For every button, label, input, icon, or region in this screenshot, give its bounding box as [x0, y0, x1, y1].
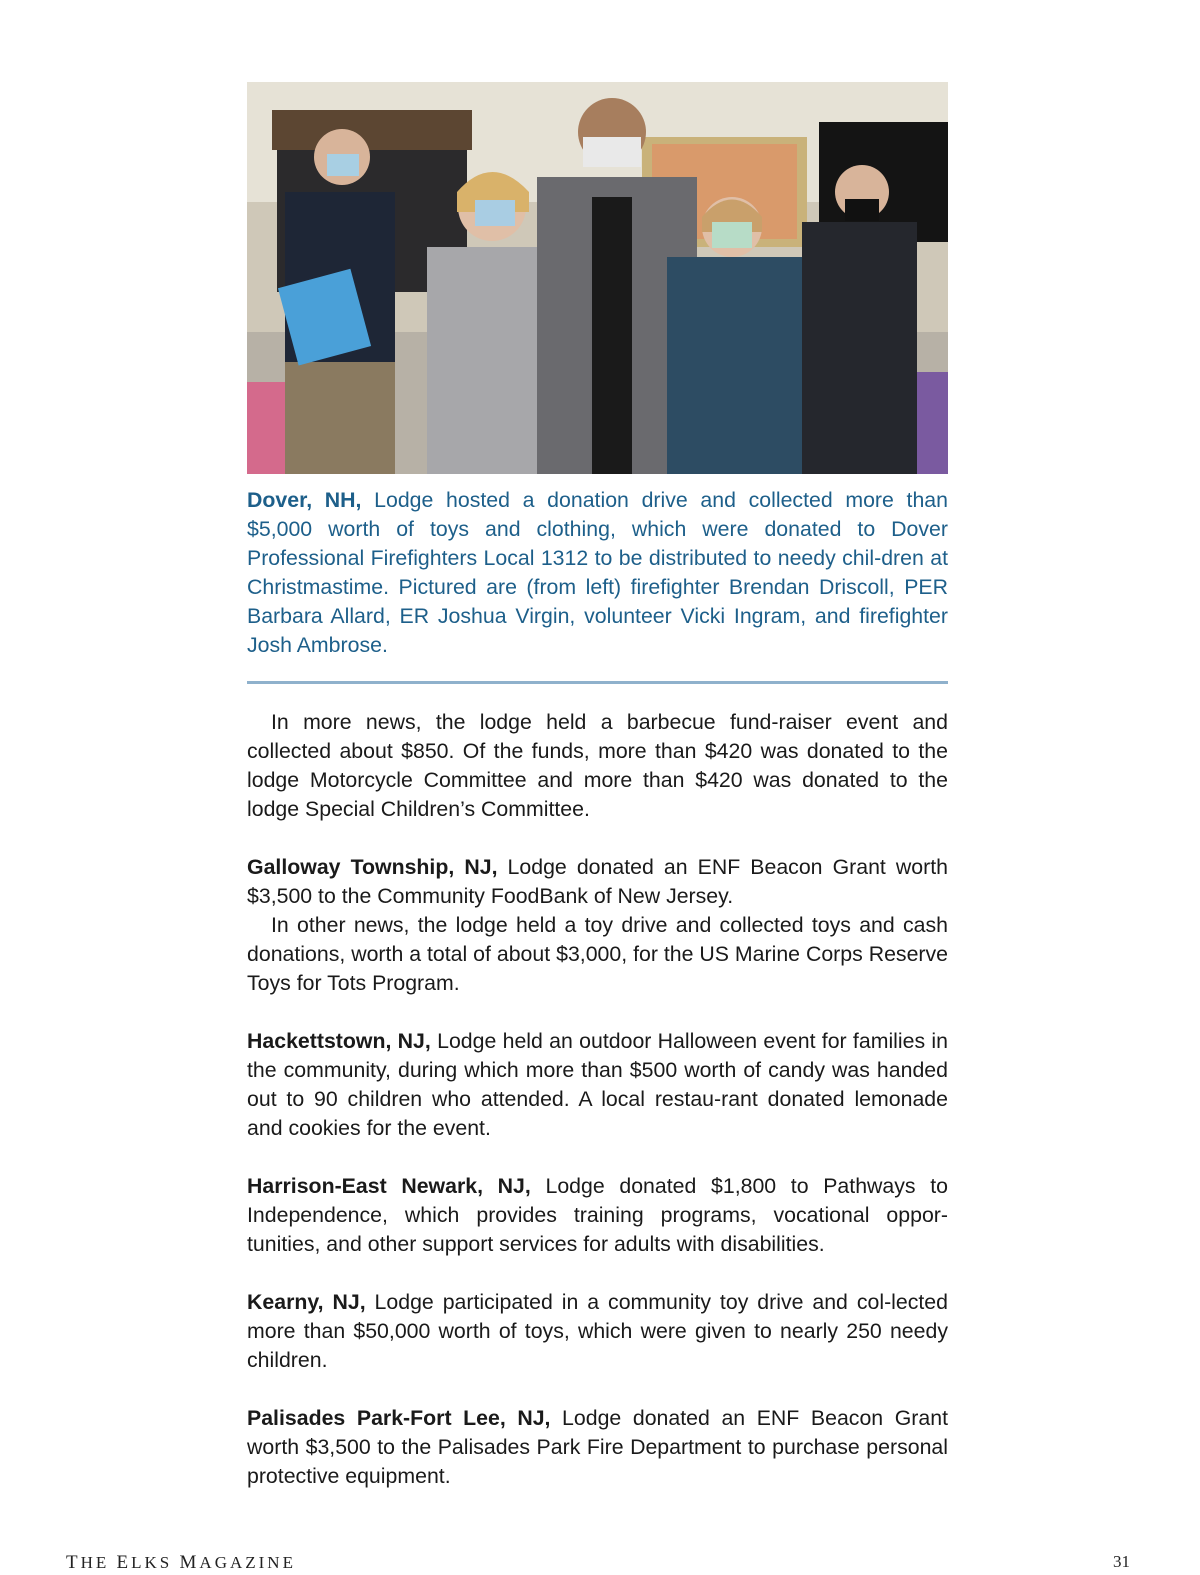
- article-paragraph: [247, 1404, 948, 1491]
- article-lead: Galloway Township, NJ,: [247, 855, 498, 879]
- title-initial: E: [116, 1552, 132, 1573]
- caption-paragraph: [247, 486, 948, 660]
- article-text: Lodge donated an ENF Beacon Grant worth $3,500 to the Community FoodBank of New Jersey.: [247, 855, 948, 908]
- article-text: Lodge donated $1,800 to Pathways to Independence, which provides training programs, vocational oppor-tunities, and other support services for adults with disabilities.: [247, 1174, 948, 1256]
- article-text: Lodge held an outdoor Halloween event for families in the community, during which more than $500 worth of candy was handed out to 90 children who attended. A local restau-rant donated lemonade and cookies for the event.: [247, 1029, 948, 1140]
- title-initial: M: [179, 1552, 200, 1573]
- section-divider: [247, 681, 948, 684]
- page-number: 31: [1113, 1552, 1130, 1571]
- article-text: Lodge participated in a community toy drive and col-lected more than $50,000 worth of toys, which were given to nearly 250 needy children.: [247, 1290, 948, 1372]
- article-paragraph: [247, 1172, 948, 1259]
- article-text: Lodge donated an ENF Beacon Grant worth $3,500 to the Palisades Park Fire Department to purchase personal protective equipment.: [247, 1406, 948, 1488]
- article-paragraph: [247, 1288, 948, 1375]
- title-word: LKS: [131, 1553, 173, 1572]
- group-photo: [247, 82, 948, 474]
- article-body: [247, 708, 948, 1491]
- title-word: AGAZINE: [199, 1553, 296, 1572]
- article-lead: Harrison-East Newark, NJ,: [247, 1174, 531, 1198]
- article-text: In more news, the lodge held a barbecue fund-raiser event and collected about $850. Of the funds, more than $420 was donated to the lodge Motorcycle Committee and more than $420 was donated to the lodge Special Children’s Committee.: [247, 710, 948, 821]
- article-lead: Hackettstown, NJ,: [247, 1029, 431, 1053]
- magazine-title: [66, 1552, 296, 1574]
- photo-caption: [247, 486, 948, 660]
- article-paragraph: [247, 853, 948, 911]
- title-word: HE: [80, 1553, 110, 1572]
- article-text: In other news, the lodge held a toy drive and collected toys and cash donations, worth a total of about $3,000, for the US Marine Corps Reserve Toys for Tots Program.: [247, 913, 948, 995]
- article-lead: Palisades Park-Fort Lee, NJ,: [247, 1406, 551, 1430]
- article-lead: Kearny, NJ,: [247, 1290, 366, 1314]
- caption-lead: Dover, NH,: [247, 488, 362, 512]
- caption-text: Lodge hosted a donation drive and collected more than $5,000 worth of toys and clothing, which were donated to Dover Professional Firefighters Local 1312 to be distributed to needy chil-dren at Christmastime. Pictured are (from left) firefighter Brendan Driscoll, PER Barbara Allard, ER Joshua Virgin, volunteer Vicki Ingram, and firefighter Josh Ambrose.: [247, 488, 948, 657]
- group-photo-image: [247, 82, 948, 474]
- article-paragraph: [247, 708, 948, 824]
- title-initial: T: [66, 1552, 81, 1573]
- article-paragraph: [247, 1027, 948, 1143]
- article-paragraph: [247, 911, 948, 998]
